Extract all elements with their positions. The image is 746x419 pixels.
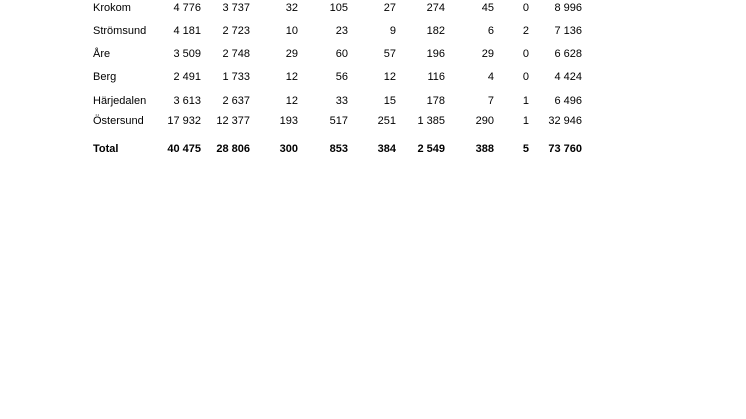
cell-value: 12 377 [216, 115, 250, 127]
cell-value: 12 [285, 95, 298, 107]
total-value: 300 [279, 143, 298, 155]
cell-value: 12 [285, 71, 298, 83]
cell-value: 10 [285, 25, 298, 37]
cell-value: 12 [383, 71, 396, 83]
cell-value: 1 [522, 95, 529, 107]
cell-value: 251 [377, 115, 396, 127]
cell-value: 32 946 [548, 115, 582, 127]
total-value: 2 549 [417, 143, 445, 155]
cell-value: 517 [329, 115, 348, 127]
cell-value: 2 637 [222, 95, 250, 107]
cell-value: 196 [426, 48, 445, 60]
total-label: Total [93, 143, 119, 155]
cell-value: 33 [335, 95, 348, 107]
cell-value: 3 613 [173, 95, 201, 107]
cell-value: 0 [522, 48, 529, 60]
table-row [0, 23, 746, 39]
table-row [0, 0, 746, 16]
cell-value: 4 776 [173, 2, 201, 14]
cell-value: 6 628 [554, 48, 582, 60]
cell-value: 2 723 [222, 25, 250, 37]
cell-value: 3 509 [173, 48, 201, 60]
table-row [0, 113, 746, 129]
cell-value: 1 733 [222, 71, 250, 83]
row-name: Härjedalen [93, 95, 147, 107]
cell-value: 4 181 [173, 25, 201, 37]
cell-value: 2 748 [222, 48, 250, 60]
cell-value: 60 [335, 48, 348, 60]
cell-value: 116 [427, 71, 445, 83]
cell-value: 29 [285, 48, 298, 60]
total-value: 40 475 [167, 143, 201, 155]
cell-value: 7 [487, 95, 494, 107]
table-row [0, 46, 746, 62]
cell-value: 0 [522, 2, 529, 14]
row-name: Krokom [93, 2, 131, 14]
table-row [0, 93, 746, 109]
total-value: 853 [329, 143, 348, 155]
cell-value: 7 136 [554, 25, 582, 37]
row-name: Åre [93, 48, 111, 60]
cell-value: 56 [335, 71, 348, 83]
cell-value: 2 491 [173, 71, 201, 83]
cell-value: 9 [389, 25, 396, 37]
cell-value: 0 [522, 71, 529, 83]
cell-value: 274 [426, 2, 445, 14]
cell-value: 8 996 [554, 2, 582, 14]
total-value: 384 [377, 143, 396, 155]
row-name: Berg [93, 71, 117, 83]
cell-value: 290 [475, 115, 494, 127]
cell-value: 57 [383, 48, 396, 60]
total-value: 5 [522, 143, 529, 155]
total-value: 28 806 [216, 143, 250, 155]
table-row [0, 69, 746, 85]
cell-value: 1 385 [417, 115, 445, 127]
cell-value: 2 [522, 25, 529, 37]
cell-value: 27 [383, 2, 396, 14]
cell-value: 29 [481, 48, 494, 60]
total-row [0, 141, 746, 157]
row-name: Strömsund [93, 25, 147, 37]
cell-value: 45 [481, 2, 494, 14]
cell-value: 6 496 [554, 95, 582, 107]
cell-value: 182 [426, 25, 445, 37]
cell-value: 105 [329, 2, 348, 14]
cell-value: 4 424 [554, 71, 582, 83]
row-name: Östersund [93, 115, 144, 127]
cell-value: 1 [522, 115, 529, 127]
cell-value: 6 [487, 25, 494, 37]
cell-value: 178 [426, 95, 445, 107]
cell-value: 15 [383, 95, 396, 107]
cell-value: 32 [285, 2, 298, 14]
cell-value: 17 932 [167, 115, 201, 127]
cell-value: 23 [335, 25, 348, 37]
cell-value: 193 [279, 115, 298, 127]
total-value: 388 [475, 143, 494, 155]
cell-value: 3 737 [222, 2, 250, 14]
total-value: 73 760 [548, 143, 582, 155]
cell-value: 4 [487, 71, 494, 83]
